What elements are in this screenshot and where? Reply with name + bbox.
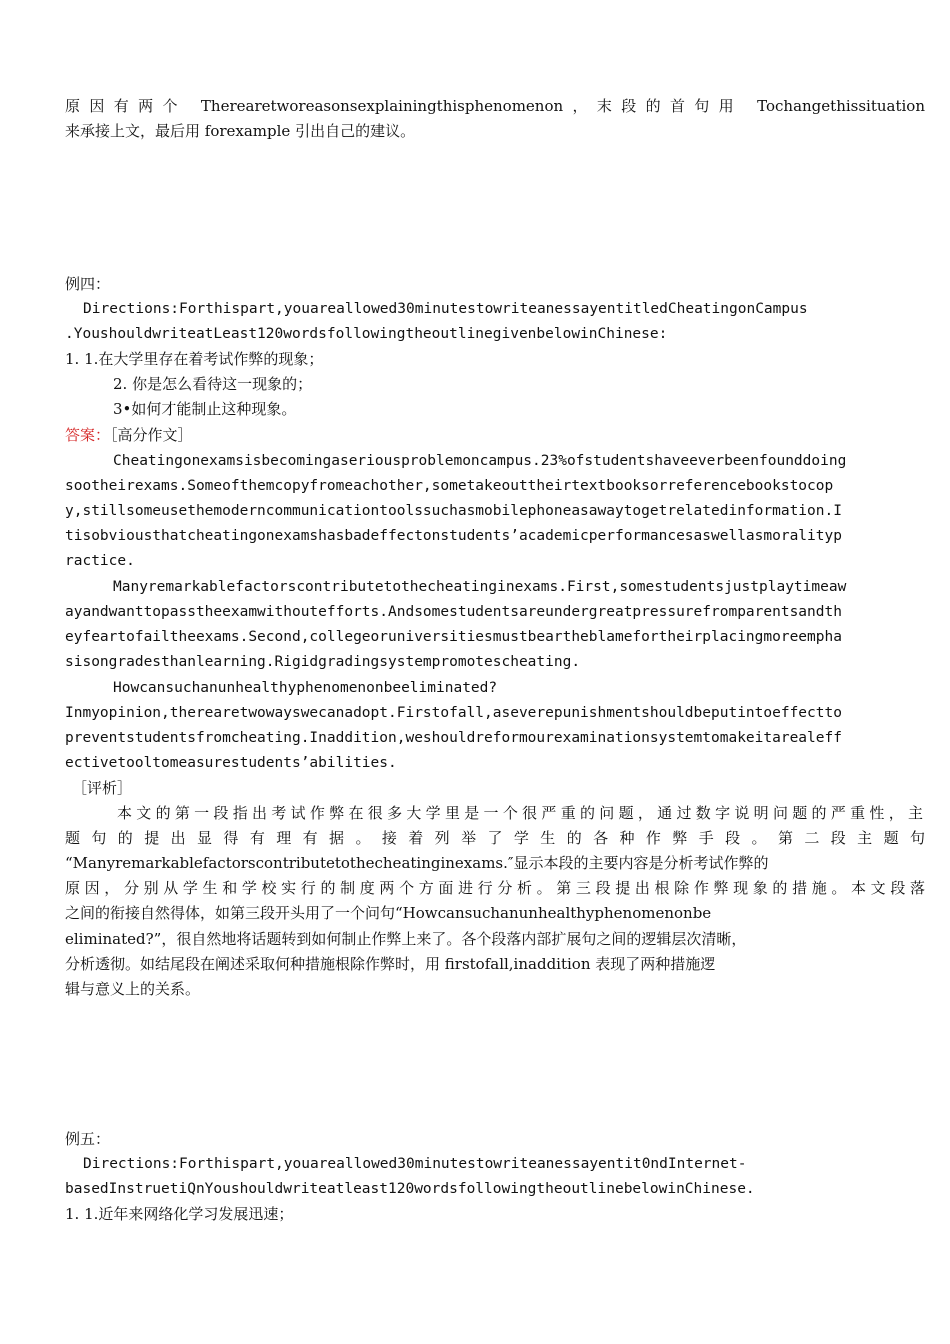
- example5-outline-1: 1. 1.近年来网络化学习发展迅速；: [65, 1205, 294, 1223]
- analysis-line: 辑与意义上的关系。: [65, 980, 201, 998]
- analysis-line: eliminated?”，很自然地将话题转到如何制止作弊上来了。各个段落内部扩展句之间的逻辑层次清晰，: [65, 930, 747, 948]
- example4-outline-3: 3•如何才能制止这种现象。: [113, 400, 297, 418]
- analysis-line: “Manyremarkablefactorscontributetothecheatinginexams.″显示本段的主要内容是分析考试作弊的: [65, 854, 769, 872]
- answer-label: 答案：: [65, 426, 111, 444]
- essay-line: tisobviousthatcheatingonexamshasbadeffectonstudents’academicperformancesaswellasmoralityp: [65, 528, 842, 544]
- example4-outline-2: 2. 你是怎么看待这一现象的；: [113, 375, 313, 393]
- analysis-line: 题 句 的 提 出 显 得 有 理 有 据 。 接 着 列 举 了 学 生 的 各 种 作 弊 手 段 。 第 二 段 主 题 句: [65, 829, 925, 847]
- essay-line: sisongradesthanlearning.Rigidgradingsystempromotescheating.: [65, 654, 581, 670]
- essay-line: Manyremarkablefactorscontributetothecheatinginexams.First,somestudentsjustplaytimeaw: [113, 579, 847, 595]
- essay-line: preventstudentsfromcheating.Inaddition,weshouldreformourexaminationsystemtomakeitarealeff: [65, 730, 842, 746]
- analysis-line: 分析透彻。如结尾段在阐述采取何种措施根除作弊时，用 firstofall,inaddition 表现了两种措施逻: [65, 955, 716, 973]
- example5-directions-line-1: Directions:Forthispart,youareallowed30minutestowriteanessayentit0ndInternet-: [83, 1156, 747, 1172]
- analysis-line: 之间的衔接自然得体，如第三段开头用了一个问句“Howcansuchanunhealthyphenomenonbe: [65, 904, 712, 922]
- essay-line: Howcansuchanunhealthyphenomenonbeeliminated?: [113, 680, 498, 696]
- example5-directions-line-2: basedInstruetiQnYoushouldwriteatleast120wordsfollowingtheoutlinebelowinChinese.: [65, 1181, 755, 1197]
- example4-directions-line-2: .YoushouldwriteatLeast120wordsfollowingtheoutlinegivenbelowinChinese:: [65, 326, 668, 342]
- top-note-line-1: 原因有两个 Therearetworeasonsexplainingthisphenomenon，末段的首句用 Tochangethissituation: [65, 97, 925, 115]
- analysis-tag: ［评析］: [72, 779, 133, 797]
- essay-line: y,stillsomeusethemoderncommunicationtoolssuchasmobilephoneasawaytogetrelatedinformation.I: [65, 503, 842, 519]
- example4-directions-line-1: Directions:Forthispart,youareallowed30minutestowriteanessayentitledCheatingonCampus: [83, 301, 808, 317]
- analysis-line: 本文的第一段指出考试作弊在很多大学里是一个很严重的问题，通过数字说明问题的严重性，主: [117, 804, 923, 822]
- answer-tag: ［高分作文］: [110, 426, 193, 444]
- essay-line: ectivetooltomeasurestudents’abilities.: [65, 755, 397, 771]
- essay-line: sootheirexams.Someofthemcopyfromeachother,sometakeouttheirtextbooksorreferencebookstocop: [65, 478, 834, 494]
- essay-line: ractice.: [65, 553, 135, 569]
- essay-line: ayandwanttopasstheexamwithoutefforts.Andsomestudentsareundergreatpressurefromparentsandth: [65, 604, 842, 620]
- essay-line: Cheatingonexamsisbecomingaseriousproblemoncampus.23%ofstudentshaveeverbeenfounddoing: [113, 453, 847, 469]
- top-note-line-2: 来承接上文，最后用 forexample 引出自己的建议。: [65, 122, 416, 140]
- example4-answer-row: [65, 423, 925, 448]
- essay-line: eyfeartofailtheexams.Second,collegeoruniversitiesmustbeartheblamefortheirplacingmoreempha: [65, 629, 842, 645]
- analysis-line: 原因，分别从学生和学校实行的制度两个方面进行分析。第三段提出根除作弊现象的措施。本文段落: [65, 879, 925, 897]
- essay-line: Inmyopinion,therearetwowayswecanadopt.Firstofall,aseverepunishmentshouldbeputintoeffectto: [65, 705, 842, 721]
- example5-heading: 例五：: [65, 1130, 111, 1148]
- example4-outline-1: 1. 1.在大学里存在着考试作弊的现象；: [65, 350, 324, 368]
- example4-heading: 例四：: [65, 275, 111, 293]
